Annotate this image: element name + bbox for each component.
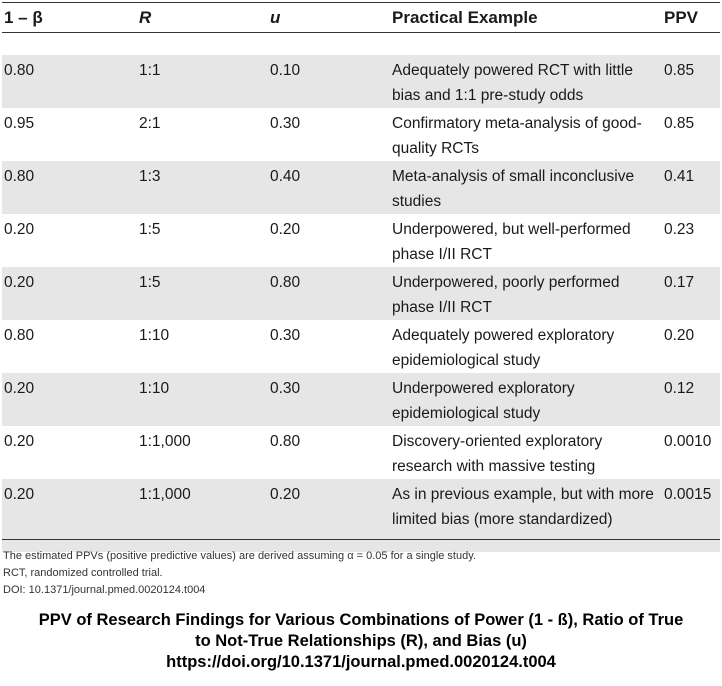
cell-power: 0.80 <box>2 161 137 214</box>
cell-ppv: 0.20 <box>664 327 695 344</box>
footnote-doi: DOI: 10.1371/journal.pmed.0020124.t004 <box>3 584 206 596</box>
table-row <box>2 214 720 267</box>
cell-ppv: 0.85 <box>662 55 720 108</box>
cell-power: 0.20 <box>2 267 137 320</box>
cell-example: Adequately powered RCT with little bias and 1:1 pre-study odds <box>390 55 662 108</box>
cell-example: Underpowered, but well-performed phase I/II RCT <box>392 221 631 263</box>
header-r: R <box>139 8 152 27</box>
cell-r: 1:10 <box>139 327 170 344</box>
header-ppv: PPV <box>664 8 699 27</box>
cell-ppv: 0.0010 <box>664 433 712 450</box>
cell-power: 0.80 <box>4 327 35 344</box>
cell-r: 1:10 <box>137 373 268 426</box>
table-row <box>2 108 720 161</box>
cell-u: 0.40 <box>268 161 390 214</box>
cell-power: 0.20 <box>2 479 137 552</box>
table-header-row <box>2 4 720 32</box>
cell-power: 0.20 <box>4 433 35 450</box>
cell-u: 0.20 <box>268 479 390 552</box>
cell-power: 0.20 <box>2 373 137 426</box>
cell-r: 1:1,000 <box>139 433 191 450</box>
cell-example: As in previous example, but with more limited bias (more standardized) <box>390 479 662 552</box>
cell-example: Underpowered, poorly performed phase I/II RCT <box>390 267 662 320</box>
cell-u: 0.20 <box>270 221 301 238</box>
table-row <box>2 426 720 479</box>
cell-u: 0.30 <box>268 373 390 426</box>
table-row <box>2 161 720 214</box>
cell-ppv: 0.85 <box>664 115 695 132</box>
table-row <box>2 55 720 108</box>
table-row <box>2 373 720 426</box>
cell-power: 0.20 <box>4 221 35 238</box>
footnote-rct-abbreviation: RCT, randomized controlled trial. <box>3 567 163 579</box>
table-caption <box>0 610 722 673</box>
cell-example: Meta-analysis of small inconclusive studies <box>390 161 662 214</box>
cell-u: 0.10 <box>268 55 390 108</box>
cell-r: 2:1 <box>139 115 161 132</box>
ppv-table <box>2 4 720 552</box>
cell-example: Confirmatory meta-analysis of good-quality RCTs <box>392 115 642 157</box>
footnote-ppv-definition: The estimated PPVs (positive predictive values) are derived assuming α = 0.05 for a single study. <box>3 550 476 562</box>
table-row <box>2 320 720 373</box>
table-footnotes <box>3 548 476 599</box>
cell-power: 0.80 <box>2 55 137 108</box>
caption-line-1: PPV of Research Findings for Various Combinations of Power (1 - ß), Ratio of True <box>38 611 684 629</box>
cell-u: 0.80 <box>268 267 390 320</box>
caption-line-2: to Not-True Relationships (R), and Bias (u) <box>195 632 527 650</box>
header-practical-example: Practical Example <box>392 8 538 27</box>
cell-u: 0.30 <box>270 115 301 132</box>
table-row <box>2 479 720 552</box>
table-row <box>2 267 720 320</box>
cell-r: 1:5 <box>139 221 161 238</box>
cell-u: 0.80 <box>270 433 301 450</box>
cell-u: 0.30 <box>270 327 301 344</box>
cell-r: 1:3 <box>137 161 268 214</box>
cell-power: 0.95 <box>4 115 35 132</box>
cell-example: Adequately powered exploratory epidemiological study <box>392 327 615 369</box>
cell-ppv: 0.0015 <box>662 479 720 552</box>
cell-r: 1:5 <box>137 267 268 320</box>
cell-ppv: 0.17 <box>662 267 720 320</box>
caption-doi-link[interactable]: https://doi.org/10.1371/journal.pmed.0020124.t004 <box>166 653 556 671</box>
cell-r: 1:1 <box>137 55 268 108</box>
cell-ppv: 0.12 <box>662 373 720 426</box>
cell-r: 1:1,000 <box>137 479 268 552</box>
cell-ppv: 0.23 <box>664 221 695 238</box>
table-bottom-rule <box>2 539 720 540</box>
header-power: 1 – β <box>4 8 43 27</box>
header-u: u <box>270 8 281 27</box>
cell-ppv: 0.41 <box>662 161 720 214</box>
table-top-rule <box>2 2 720 3</box>
cell-example: Discovery-oriented exploratory research with massive testing <box>392 433 603 475</box>
cell-example: Underpowered exploratory epidemiological study <box>390 373 662 426</box>
